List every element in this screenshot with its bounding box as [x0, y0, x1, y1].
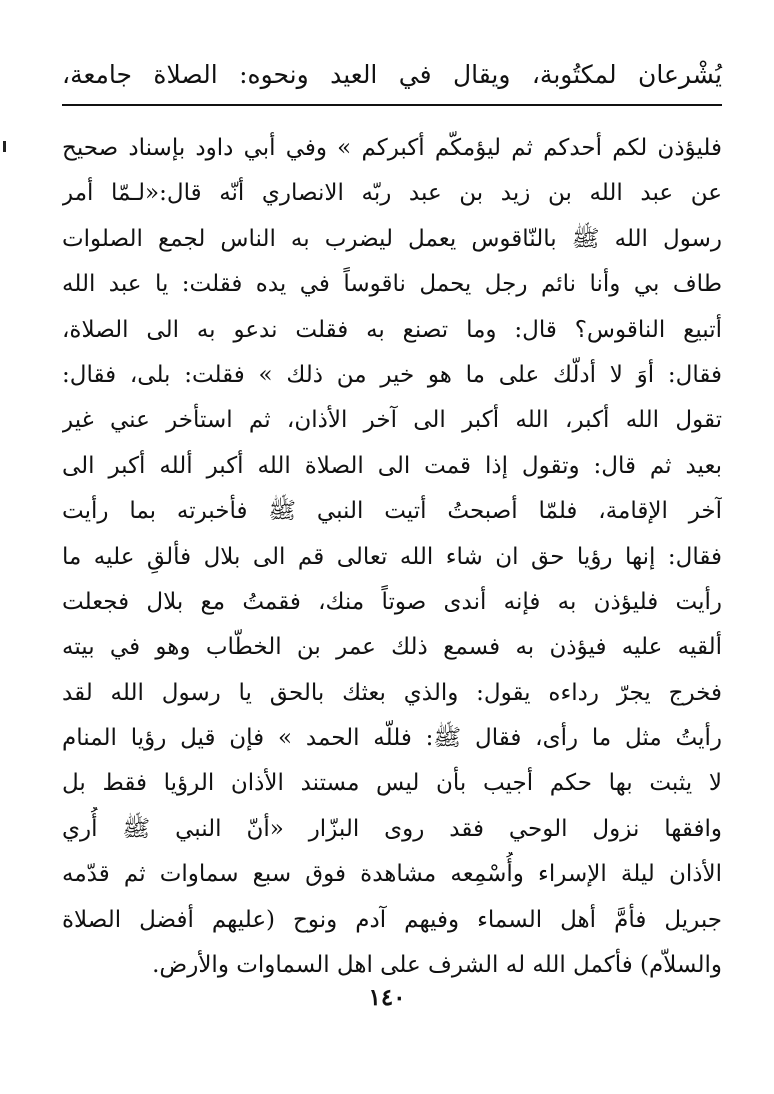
text-line: والسلاّم) فأكمل الله له الشرف على اهل السماوات والأرض. [152, 952, 722, 979]
text-line: رسول الله ﷺ بالنّاقوس يعمل ليضرب به الناس لجمع الصلوات [62, 225, 722, 252]
text-line: وافقها نزول الوحي فقد روى البزّار «أنّ النبي ﷺ أُري [62, 815, 722, 842]
text-line: لا يثبت بها حكم أجيب بأن ليس مستند الأذان الرؤيا فقط بل [62, 770, 722, 797]
text-line: فليؤذن لكم أحدكم ثم ليؤمكّم أكبركم » وفي أبي داود بإسناد صحيح [62, 135, 722, 161]
text-line: ألقيه عليه فيؤذن به فسمع ذلك عمر بن الخطّاب وهو في بيته [62, 634, 722, 661]
text-line: فقال: أوَ لا أدلّك على ما هو خير من ذلك » فقلت: بلى، فقال: [62, 361, 722, 388]
text-line: آخر الإقامة، فلمّا أصبحتُ أتيت النبي ﷺ فأخبرته بما رأيت [62, 498, 722, 525]
text-line: فخرج يجرّ رداءه يقول: والذي بعثك بالحق يا رسول الله لقد [62, 679, 722, 706]
text-line: فقال: إنها رؤيا حق ان شاء الله تعالى قم الى بلال فألقِ عليه ما [62, 543, 722, 570]
text-line: جبريل فأمَّ أهل السماء وفيهم آدم ونوح (عليهم أفضل الصلاة [62, 906, 722, 933]
text-line: الأذان ليلة الإسراء وأُسْمِعه مشاهدة فوق سبع سماوات ثم قدّمه [62, 861, 722, 888]
text-line: عن عبد الله بن زيد بن عبد ربّه الانصاري أنّه قال:«لـمّا أمر [62, 180, 722, 207]
page-header: يُشْرعان لمكتُوبة، ويقال في العيد ونحوه: الصلاة جامعة، [62, 60, 722, 89]
text-line: رأيتُ مثل ما رأى، فقال ﷺ: فللّه الحمد » فإن قيل رؤيا المنام [62, 725, 722, 752]
text-line: بعيد ثم قال: وتقول إذا قمت الى الصلاة الله أكبر ألله أكبر الى [62, 452, 722, 479]
text-line: تقول الله أكبر، الله أكبر الى آخر الأذان، ثم استأخر عني غير [62, 407, 722, 434]
header-rule [62, 104, 722, 106]
text-line: رأيت فليؤذن به فإنه أندى صوتاً منك، فقمتُ مع بلال فجعلت [62, 588, 722, 615]
body-text [62, 126, 722, 988]
page-number: ١٤٠ [368, 984, 406, 1011]
text-line: أتبيع الناقوس؟ قال: وما تصنع به فقلت ندعو به الى الصلاة، [62, 316, 722, 343]
margin-mark [3, 141, 6, 152]
text-line: طاف بي وأنا نائم رجل يحمل ناقوساً في يده فقلت: يا عبد الله [62, 271, 722, 298]
